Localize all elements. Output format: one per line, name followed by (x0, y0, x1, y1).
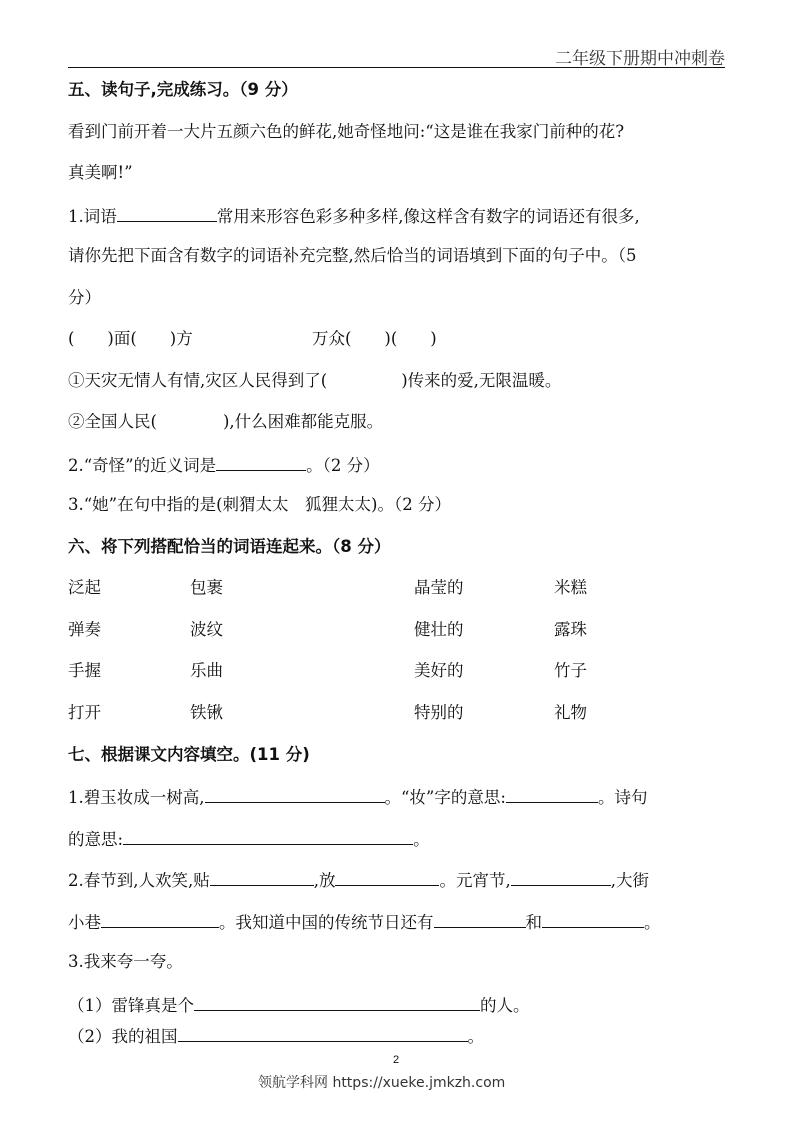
s7-q1-e: 。 (413, 830, 430, 849)
s7-q2-line-2 (68, 911, 661, 933)
idiom-fill-1[interactable]: ( )面( )方 (68, 329, 193, 348)
s5-sentence-2 (68, 412, 383, 432)
s7-q3-1 (68, 994, 530, 1016)
match-word[interactable]: 晶莹的 (414, 578, 464, 597)
s7-q3-2 (68, 1025, 484, 1047)
praise-motherland-blank[interactable] (178, 1025, 468, 1042)
passage-line-1: 看到门前开着一大片五颜六色的鲜花,她奇怪地问:“这是谁在我家门前种的花? (68, 122, 625, 141)
s7-q3-1-b: 的人。 (480, 996, 530, 1015)
match-word[interactable]: 包裹 (190, 578, 223, 597)
s7-q2-h: 。 (644, 913, 661, 932)
page-number: 2 (393, 1054, 400, 1066)
s7-q3-2-a: （2）我的祖国 (68, 1027, 178, 1046)
s7-q1-d: 的意思: (68, 830, 124, 849)
s5-q2 (68, 454, 380, 476)
s5-q2-prefix: 2.“奇怪”的近义词是 (68, 456, 217, 475)
match-word[interactable]: 露珠 (554, 620, 587, 639)
word-meaning-blank[interactable] (506, 786, 598, 803)
match-word[interactable]: 波纹 (190, 620, 223, 639)
s7-q2-c: 。元宵节, (439, 871, 511, 890)
s5-q3: 3.“她”在句中指的是(刺猬太太 狐狸太太)。（2 分） (68, 495, 451, 514)
match-word[interactable]: 泛起 (68, 578, 101, 597)
s5-q2-suffix: 。（2 分） (306, 456, 380, 475)
match-word[interactable]: 竹子 (554, 661, 587, 680)
s7-q2-f: 。我知道中国的传统节日还有 (219, 913, 434, 932)
s7-q1-line-2 (68, 828, 430, 850)
poem-line-blank[interactable] (205, 786, 385, 803)
section-6-heading: 六、将下列搭配恰当的词语连起来。（8 分） (68, 537, 391, 556)
match-word[interactable]: 乐曲 (190, 661, 223, 680)
match-word[interactable]: 铁锹 (190, 703, 223, 722)
s7-q3: 3.我来夸一夸。 (68, 952, 183, 971)
s5-q1-blank[interactable] (117, 205, 217, 222)
match-word[interactable]: 健壮的 (414, 620, 464, 639)
s5-q1-prefix: 1.词语 (68, 207, 117, 226)
s7-q2-e: 小巷 (68, 913, 101, 932)
match-word[interactable]: 打开 (68, 703, 101, 722)
s5-q1-line-1 (68, 205, 640, 227)
s7-q1-line-1 (68, 786, 647, 808)
s7-q1-b: 。“妆”字的意思: (384, 788, 506, 807)
idiom-fill-2[interactable]: 万众( )( ) (312, 329, 437, 348)
match-word[interactable]: 手握 (68, 661, 101, 680)
s5-q1-text: 常用来形容色彩多种多样,像这样含有数字的词语还有很多, (216, 207, 640, 226)
match-word[interactable]: 美好的 (414, 661, 464, 680)
s7-q1-c: 。诗句 (597, 788, 648, 807)
section-7-heading: 七、根据课文内容填空。(11 分) (68, 745, 310, 764)
match-word[interactable]: 特别的 (414, 703, 464, 722)
header-rule (68, 67, 725, 68)
match-word[interactable]: 弹奏 (68, 620, 101, 639)
festival-blank-1[interactable] (434, 911, 526, 928)
s7-q2-d: ,大街 (610, 871, 649, 890)
s7-q1-a: 1.碧玉妆成一树高, (68, 788, 205, 807)
footer-site[interactable]: 领航学科网 https://xueke.jmkzh.com (258, 1075, 506, 1091)
s7-q2-a: 2.春节到,人欢笑,贴 (68, 871, 210, 890)
poem-meaning-blank[interactable] (123, 828, 413, 845)
s7-q2-b: ,放 (313, 871, 336, 890)
s7-q2-line-1 (68, 869, 649, 891)
streets-blank[interactable] (101, 911, 219, 928)
festival-blank-2[interactable] (542, 911, 644, 928)
page-header-title: 二年级下册期中冲刺卷 (555, 49, 725, 69)
match-word[interactable]: 礼物 (554, 703, 587, 722)
section-5-heading: 五、读句子,完成练习。（9 分） (68, 80, 298, 99)
s5-sentence-1-a: ①天灾无情人有情,灾区人民得到了( (68, 371, 328, 390)
match-word[interactable]: 米糕 (554, 578, 587, 597)
s7-q2-g: 和 (525, 913, 542, 932)
praise-leifeng-blank[interactable] (194, 994, 480, 1011)
s5-q2-blank[interactable] (216, 454, 306, 471)
s5-sentence-1-b: )传来的爱,无限温暖。 (401, 371, 562, 390)
passage-line-2: 真美啊!” (68, 163, 133, 182)
s5-sentence-2-a: ②全国人民( (68, 412, 157, 431)
s7-q3-1-a: （1）雷锋真是个 (68, 996, 194, 1015)
s7-q3-2-b: 。 (467, 1027, 484, 1046)
spring-paste-blank[interactable] (210, 869, 314, 886)
s5-q1-line-2: 请你先把下面含有数字的词语补充完整,然后恰当的词语填到下面的句子中。（5 (68, 246, 637, 265)
s5-sentence-1 (68, 371, 561, 391)
s5-q1-line-3: 分） (68, 288, 101, 307)
lantern-festival-blank[interactable] (511, 869, 611, 886)
s5-sentence-2-b: ),什么困难都能克服。 (222, 412, 384, 431)
spring-set-off-blank[interactable] (335, 869, 439, 886)
